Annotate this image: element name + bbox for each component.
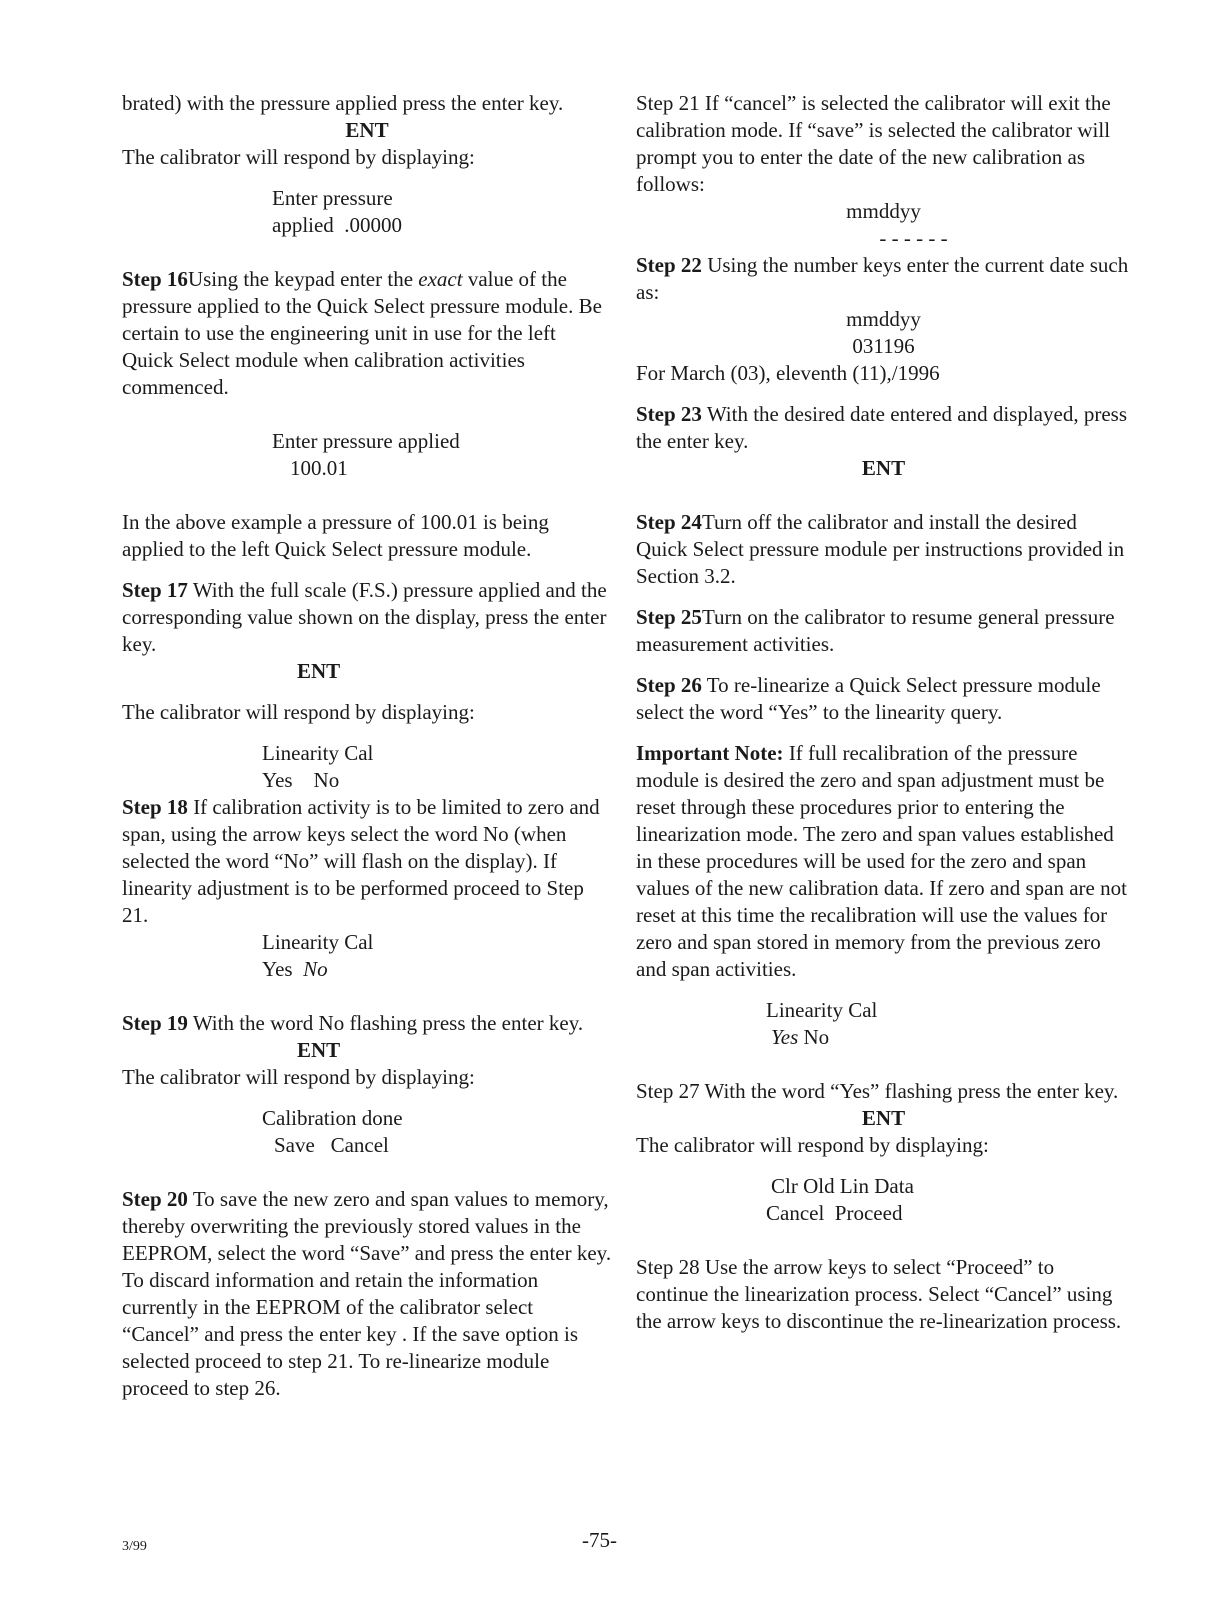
- display-line: Calibration done: [262, 1106, 403, 1130]
- step-label: Step 23: [636, 402, 702, 426]
- step-text: value of the pressure applied to the Quick Select pressure module. Be certain to use the engineering unit in use for the left Quick Select module when calibration activities commenced.: [122, 267, 602, 399]
- step-24: [636, 509, 1131, 590]
- step-16: [122, 266, 612, 401]
- option-yes-flashing: Yes: [771, 1025, 799, 1049]
- step-19: [122, 1010, 612, 1037]
- display-line: [122, 956, 612, 983]
- left-column: [122, 90, 612, 1402]
- option-no-flashing: No: [303, 957, 328, 981]
- step-text: Use the arrow keys to select “Proceed” to continue the linearization process. Select “Cancel” using the arrow keys to discontinue the re-linearization process.: [636, 1255, 1122, 1333]
- ent-key-label: ENT: [297, 1038, 341, 1062]
- step-text: To save the new zero and span values to memory, thereby overwriting the previously stored values in the EEPROM, select the word “Save” and press the enter key. To discard information and retain the information currently in the EEPROM of the calibrator select “Cancel” and press the enter key . If the save option is selected proceed to step 21. To re-linearize module proceed to step 26.: [122, 1187, 612, 1400]
- date-format: mmddyy: [846, 199, 921, 223]
- display-line: 100.01: [290, 456, 348, 480]
- step-22: [636, 252, 1131, 306]
- step-label: Step 19: [122, 1011, 188, 1035]
- step-text: If “cancel” is selected the calibrator will exit the calibration mode. If “save” is selected the calibrator will prompt you to enter the date of the new calibration as follows:: [636, 91, 1111, 196]
- option-yes: Yes: [262, 957, 304, 981]
- step-label: Step 22: [636, 253, 702, 277]
- step-label: Step 27: [636, 1079, 700, 1103]
- step-23: [636, 401, 1131, 455]
- emphasis: exact: [418, 267, 463, 291]
- step-text: With the word “Yes” flashing press the enter key.: [704, 1079, 1119, 1103]
- display-line: Enter pressure applied: [272, 429, 460, 453]
- step-26: [636, 672, 1131, 726]
- continued-text: brated) with the pressure applied press the enter key.: [122, 91, 564, 115]
- step-text: To re-linearize a Quick Select pressure module select the word “Yes” to the linearity query.: [636, 673, 1101, 724]
- response-text: The calibrator will respond by displaying:: [122, 1065, 475, 1089]
- date-value: 031196: [852, 334, 915, 358]
- step-label: Step 24: [636, 510, 702, 534]
- step-label: Step 26: [636, 673, 702, 697]
- step-27: [636, 1078, 1131, 1105]
- step-label: Step 18: [122, 795, 188, 819]
- step-label: Step 28: [636, 1255, 700, 1279]
- important-note: [636, 740, 1131, 983]
- display-line: [636, 1024, 1131, 1051]
- ent-key-label: ENT: [861, 456, 906, 480]
- step-label: Step 25: [636, 605, 702, 629]
- step-20: [122, 1186, 612, 1402]
- step-text: With the word No flashing press the enter key.: [192, 1011, 584, 1035]
- display-line: Linearity Cal: [262, 930, 374, 954]
- step-text: Turn on the calibrator to resume general pressure measurement activities.: [636, 605, 1115, 656]
- step-21: [636, 90, 1131, 198]
- response-text: The calibrator will respond by displaying:: [122, 700, 475, 724]
- step-label: Step 20: [122, 1187, 188, 1211]
- step-label: Step 17: [122, 578, 188, 602]
- display-line: Enter pressure: [272, 186, 393, 210]
- date-format: mmddyy: [846, 307, 921, 331]
- ent-key-label: ENT: [861, 1106, 906, 1130]
- step-text: With the full scale (F.S.) pressure applied and the corresponding value shown on the display, press the enter key.: [122, 578, 607, 656]
- step-text: With the desired date entered and displayed, press the enter key.: [636, 402, 1127, 453]
- step-text: Using the keypad enter the: [187, 267, 419, 291]
- step-28: [636, 1254, 1131, 1335]
- step-25: [636, 604, 1131, 658]
- step-text: Using the number keys enter the current date such as:: [636, 253, 1129, 304]
- step-text: If calibration activity is to be limited to zero and span, using the arrow keys select the word No (when selected the word “No” will flash on the display). If linearity adjustment is to be performed proceed to Step 21.: [122, 795, 600, 927]
- note-text: If full recalibration of the pressure module is desired the zero and span adjustment must be reset through these procedures prior to entering the linearization mode. The zero and span values established in these procedures will be used for the zero and span values of the new calibration data. If zero and span are not reset at this time the recalibration will use the values for zero and span stored in memory from the previous zero and span activities.: [636, 741, 1127, 981]
- display-line: Linearity Cal: [262, 741, 374, 765]
- response-text: The calibrator will respond by displaying:: [122, 145, 475, 169]
- date-blank: - - - - - -: [879, 226, 948, 250]
- display-line: Clr Old Lin Data: [771, 1174, 914, 1198]
- display-line: Linearity Cal: [766, 998, 878, 1022]
- step-label: Step 21: [636, 91, 700, 115]
- display-line: Yes No: [262, 768, 340, 792]
- page-number: -75-: [582, 1528, 617, 1552]
- display-line: applied .00000: [272, 213, 403, 237]
- right-column: [636, 90, 1131, 1335]
- response-text: The calibrator will respond by displaying:: [636, 1133, 989, 1157]
- display-line: Cancel Proceed: [766, 1201, 903, 1225]
- step-17: [122, 577, 612, 658]
- example-text: In the above example a pressure of 100.01 is being applied to the left Quick Select pressure module.: [122, 510, 549, 561]
- date-example: For March (03), eleventh (11),/1996: [636, 361, 940, 385]
- display-line: Save Cancel: [274, 1133, 389, 1157]
- ent-key-label: ENT: [297, 659, 341, 683]
- note-label: Important Note:: [636, 741, 784, 765]
- ent-key-label: ENT: [345, 118, 389, 142]
- step-label: Step 16: [122, 267, 188, 291]
- footer-date: 3/99: [122, 1539, 147, 1554]
- step-text: Turn off the calibrator and install the desired Quick Select pressure module per instructions provided in Section 3.2.: [636, 510, 1125, 588]
- option-no: No: [798, 1025, 830, 1049]
- step-18: [122, 794, 612, 929]
